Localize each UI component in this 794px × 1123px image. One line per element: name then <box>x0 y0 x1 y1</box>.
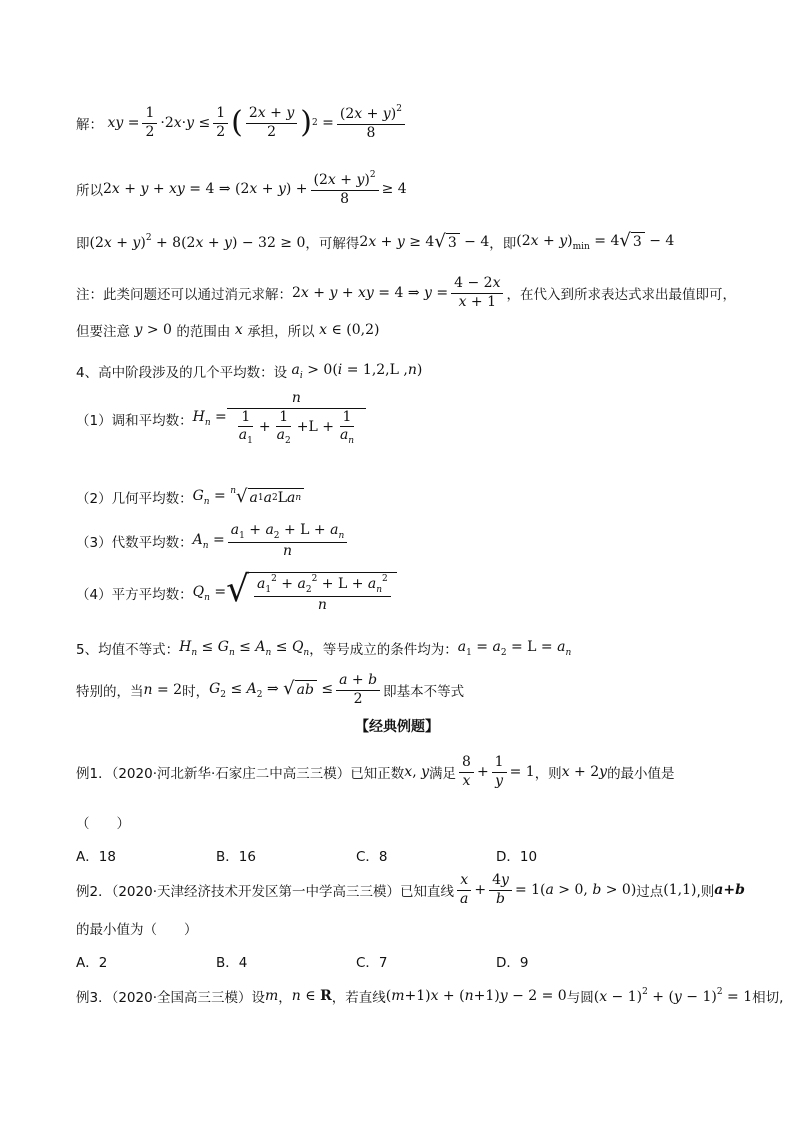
option-b: B．16 <box>216 849 256 865</box>
example-1-options <box>76 845 636 865</box>
quadratic-root: √ $\frac{a_1^2 + a_2^2 + L + a_n^2}{n}$ <box>226 572 397 615</box>
note-line-1: 注：此类问题还可以通过消元求解： 2x + y + xy = 4 ⇒ y = $\frac{4 - 2x}{x + 1}$ ，在代入到所求表达式求出最值即可， <box>76 275 736 310</box>
example-1-line: 例1．（2020·河北新华·石家庄二中高三三模）已知正数 x, y 满足 $\frac{8}{x}$ + $\frac{1}{y}$ = 1 ，则 x + 2y 的最小值是 <box>76 754 675 789</box>
formula-xy: xy = <box>107 115 140 131</box>
fraction-harmonic: n $\frac{1}{a_1}$ + $\frac{1}{a_2}$ +L + $\frac{1}{a_n}$ <box>230 390 363 447</box>
fraction-half: $\frac{1}{2}$ <box>142 105 157 141</box>
so-label: 所以 <box>76 183 103 199</box>
fraction-2x-y-over-2: $\frac{2x + y}{2}$ <box>246 105 297 141</box>
example-2-line-2: 的最小值为（ ） <box>76 922 198 938</box>
formula-range: x ∈ (0,2) <box>319 322 380 338</box>
fraction-square-over-8-b: $\frac{(2x + y)^2}{8}$ <box>311 170 379 208</box>
fraction-arithmetic: $\frac{a_1 + a_2 + L + a_n}{n}$ <box>228 522 348 561</box>
formula-elimination: 2x + y + xy = 4 ⇒ y = <box>292 285 449 301</box>
option-a: A．2 <box>76 955 108 971</box>
paren-open: ( <box>231 105 243 140</box>
option-c: C．7 <box>356 955 388 971</box>
solution-label: 解： <box>76 117 103 133</box>
formula-basic: $G_2 \le A_2$ ⇒ √ ab ≤ <box>209 678 334 700</box>
formula-result: 2x + y ≥ 4 √ 3 − 4 <box>359 231 490 252</box>
formula-min: $(2x + y)_{min} = 4$ √ 3 − 4 <box>516 230 675 252</box>
fraction-half-2: $\frac{1}{2}$ <box>213 105 228 141</box>
quadratic-mean-line: （4）平方平均数： $Q_n$ = √ $\frac{a_1^2 + a_2^2 + L + a_n^2}{n}$ <box>76 572 397 615</box>
formula-2xy: ·2x·y ≤ <box>160 115 211 131</box>
paren-close: ) <box>300 105 312 140</box>
formula-chain: $H_n \le G_n \le A_n \le Q_n$ <box>179 638 310 658</box>
fraction-y: $\frac{4 - 2x}{x + 1}$ <box>451 275 503 311</box>
formula-sum: 2x + y + xy = 4 ⇒ (2x + y) + <box>103 181 308 197</box>
example-3-line: 例3．（2020·全国高三三模）设 m ， n ∈ R ，若直线 (m+1)x + (n+1)y − 2 = 0 与圆 $(x - 1)^2 + (y - 1)^2 = 1$ 相切, <box>76 987 784 1006</box>
mean-inequality-line: 5、均值不等式： $H_n \le G_n \le A_n \le Q_n$ ，等号成立的条件均为： $a_1 = a_2 = L = a_n$ <box>76 638 572 658</box>
section-title: 【经典例题】 <box>355 719 439 735</box>
solution-line-1: 解： xy = $\frac{1}{2}$ ·2x·y ≤ $\frac{1}{2}$ ( $\frac{2x + y}{2}$ ) 2 = $\frac{(2x + y)^2}{8}$ <box>76 104 408 142</box>
arithmetic-mean-line: （3）代数平均数： $A_n$ = $\frac{a_1 + a_2 + L + a_n}{n}$ <box>76 522 350 561</box>
solution-line-3: 即 $(2x + y)^2 + 8(2x + y) - 32 \ge 0$ ，可解得 2x + y ≥ 4 √ 3 − 4 ，即 $(2x + y)_{min} = 4$ √ 3 − 4 <box>76 230 675 252</box>
fraction-square-over-8: $\frac{(2x + y)^2}{8}$ <box>337 104 405 142</box>
example-2-line: 例2．（2020·天津经济技术开发区第一中学高三三模）已知直线 $\frac{x}{a}$ + $\frac{4y}{b}$ = 1(a > 0, b > 0) 过点 (1,1) ,则 a+b <box>76 872 745 907</box>
option-d: D．10 <box>496 849 538 865</box>
fraction-ab: $\frac{a + b}{2}$ <box>336 672 380 708</box>
harmonic-mean-line: （1）调和平均数： $H_n$ = n $\frac{1}{a_1}$ + $\frac{1}{a_2}$ +L + $\frac{1}{a_n}$ <box>76 390 366 447</box>
geometric-root: √ a 1 a 2 L a n <box>236 488 304 506</box>
special-case-line: 特别的，当 n = 2 时， $G_2 \le A_2$ ⇒ √ ab ≤ $\frac{a + b}{2}$ 即基本不等式 <box>76 672 465 707</box>
means-intro: 4、高中阶段涉及的几个平均数：设 $a_i > 0(i = 1,2,L$ ,n) <box>76 361 423 381</box>
note-line-2: 但要注意 y > 0 的范围由 x 承担，所以 x ∈ (0,2) <box>76 322 380 340</box>
option-c: C．8 <box>356 849 388 865</box>
formula-ai: $a_i > 0(i = 1,2,L$ ,n) <box>291 361 423 381</box>
option-a: A．18 <box>76 849 116 865</box>
example-2-options <box>76 951 636 971</box>
formula-equality: $a_1 = a_2 = L = a_n$ <box>457 638 572 658</box>
option-b: B．4 <box>216 955 248 971</box>
solution-line-2: 所以 2x + y + xy = 4 ⇒ (2x + y) + $\frac{(2x + y)^2}{8}$ ≥ 4 <box>76 170 407 207</box>
option-d: D．9 <box>496 955 529 971</box>
example-1-paren: （ ） <box>76 816 130 832</box>
formula-quadratic: $(2x + y)^2 + 8(2x + y) - 32 \ge 0$ <box>89 233 306 251</box>
geometric-mean-line: （2）几何平均数： $G_n = ^n$ √ a 1 a 2 L a n <box>76 486 304 507</box>
